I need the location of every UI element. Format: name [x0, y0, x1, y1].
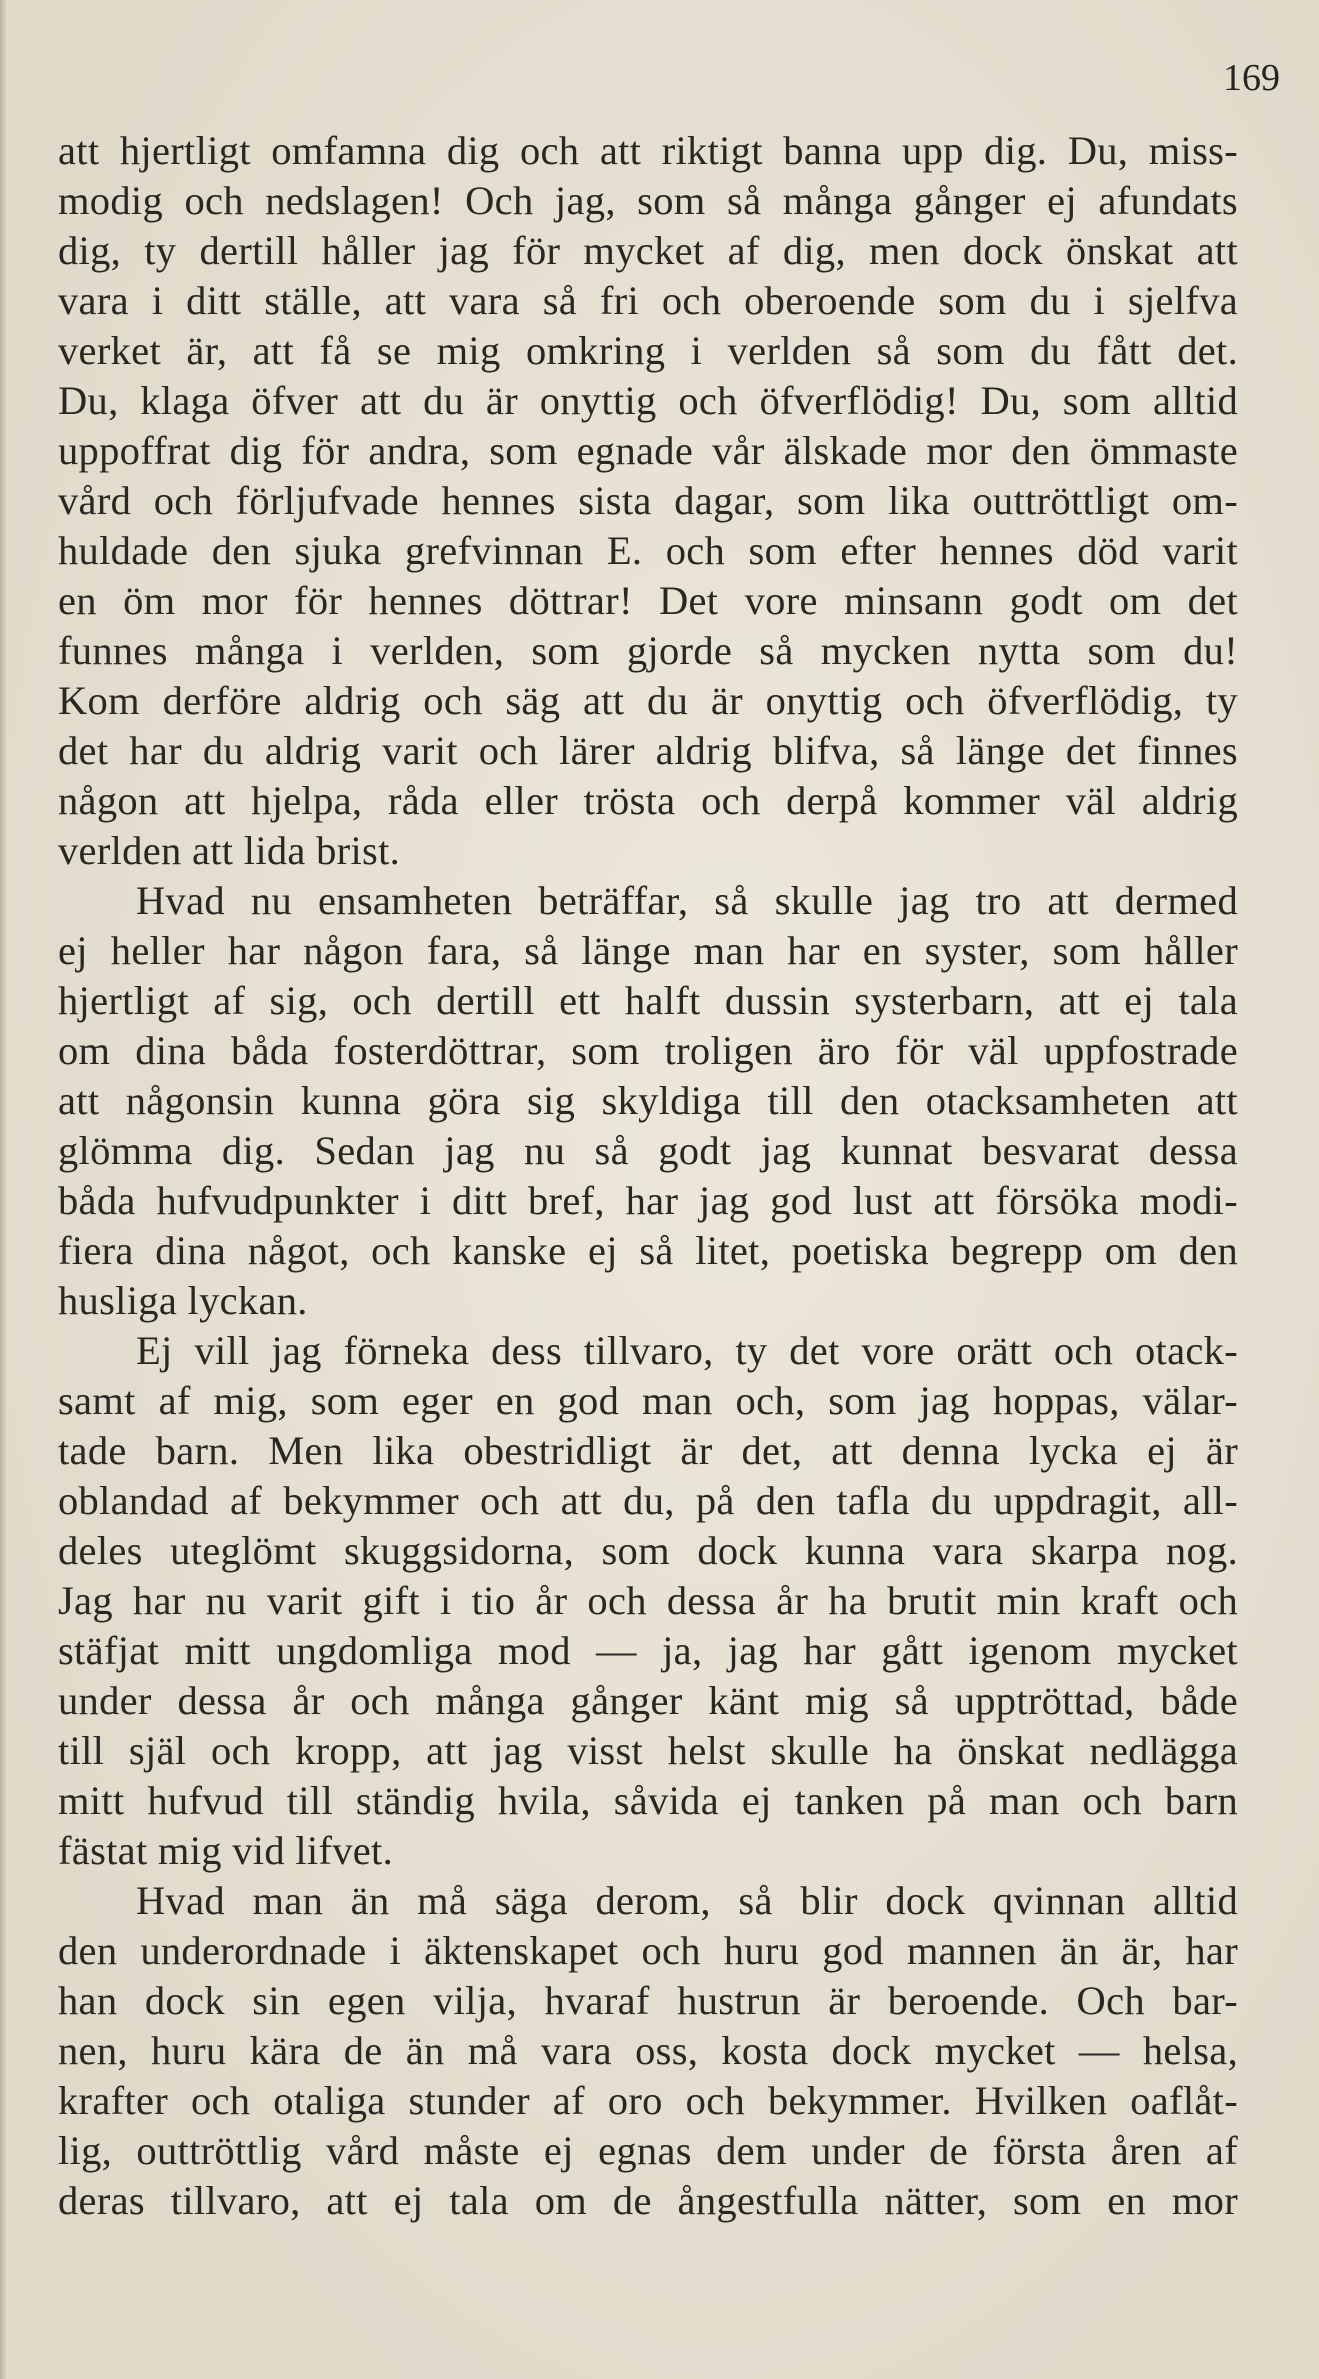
- text-line: glömma dig. Sedan jag nu så godt jag kunnat besvarat dessa: [58, 1128, 1238, 1173]
- text-line: till själ och kropp, att jag visst helst skulle ha önskat nedlägga: [58, 1728, 1238, 1773]
- text-line: deles uteglömt skuggsidorna, som dock kunna vara skarpa nog.: [58, 1528, 1238, 1573]
- text-line: fästat mig vid lifvet.: [58, 1828, 394, 1873]
- text-line: vara i ditt ställe, att vara så fri och oberoende som du i sjelfva: [58, 278, 1238, 323]
- text-line: ej heller har någon fara, så länge man har en syster, som håller: [58, 928, 1238, 973]
- text-line: husliga lyckan.: [58, 1278, 308, 1323]
- text-line: nen, huru kära de än må vara oss, kosta dock mycket — helsa,: [58, 2028, 1238, 2073]
- text-line: uppoffrat dig för andra, som egnade vår älskade mor den ömmaste: [58, 428, 1238, 473]
- text-line: någon att hjelpa, råda eller trösta och derpå kommer väl aldrig: [58, 778, 1238, 823]
- text-line: om dina båda fosterdöttrar, som troligen äro för väl uppfostrade: [58, 1028, 1238, 1073]
- text-line: dig, ty dertill håller jag för mycket af dig, men dock önskat att: [58, 228, 1238, 273]
- text-line: han dock sin egen vilja, hvaraf hustrun är beroende. Och bar-: [58, 1978, 1238, 2023]
- text-line: tade barn. Men lika obestridligt är det, att denna lycka ej är: [58, 1428, 1238, 1473]
- text-line: huldade den sjuka grefvinnan E. och som efter hennes död varit: [58, 528, 1238, 573]
- text-line: lig, outtröttlig vård måste ej egnas dem under de första åren af: [58, 2128, 1238, 2173]
- text-line: hjertligt af sig, och dertill ett halft dussin systerbarn, att ej tala: [58, 978, 1238, 1023]
- text-line: verlden att lida brist.: [58, 828, 401, 873]
- text-line: funnes många i verlden, som gjorde så mycken nytta som du!: [58, 628, 1238, 673]
- text-line: det har du aldrig varit och lärer aldrig blifva, så länge det finnes: [58, 728, 1238, 773]
- text-line: samt af mig, som eger en god man och, som jag hoppas, välar-: [58, 1378, 1238, 1423]
- text-line: fiera dina något, och kanske ej så litet, poetiska begrepp om den: [58, 1228, 1238, 1273]
- text-line: att hjertligt omfamna dig och att riktigt banna upp dig. Du, miss-: [58, 128, 1238, 173]
- text-line: Hvad man än må säga derom, så blir dock qvinnan alltid: [136, 1878, 1238, 1923]
- text-line: Hvad nu ensamheten beträffar, så skulle jag tro att dermed: [136, 878, 1238, 923]
- page-number: 169: [1223, 57, 1280, 99]
- text-line: under dessa år och många gånger känt mig så upptröttad, både: [58, 1678, 1238, 1723]
- text-line: modig och nedslagen! Och jag, som så många gånger ej afundats: [58, 178, 1238, 223]
- text-line: Jag har nu varit gift i tio år och dessa år ha brutit min kraft och: [58, 1578, 1238, 1623]
- text-line: oblandad af bekymmer och att du, på den tafla du uppdragit, all-: [58, 1478, 1238, 1523]
- text-line: att någonsin kunna göra sig skyldiga till den otacksamheten att: [58, 1078, 1238, 1123]
- text-line: deras tillvaro, att ej tala om de ångestfulla nätter, som en mor: [58, 2178, 1238, 2223]
- text-line: verket är, att få se mig omkring i verlden så som du fått det.: [58, 328, 1238, 373]
- text-line: Du, klaga öfver att du är onyttig och öfverflödig! Du, som alltid: [58, 378, 1238, 423]
- text-line: en öm mor för hennes döttrar! Det vore minsann godt om det: [58, 578, 1238, 623]
- page-spine-shadow: [0, 0, 8, 2379]
- text-line: båda hufvudpunkter i ditt bref, har jag god lust att försöka modi-: [58, 1178, 1238, 1223]
- text-line: Ej vill jag förneka dess tillvaro, ty det vore orätt och otack-: [136, 1328, 1238, 1373]
- text-line: mitt hufvud till ständig hvila, såvida ej tanken på man och barn: [58, 1778, 1238, 1823]
- text-line: den underordnade i äktenskapet och huru god mannen än är, har: [58, 1928, 1238, 1973]
- text-line: stäfjat mitt ungdomliga mod — ja, jag har gått igenom mycket: [58, 1628, 1238, 1673]
- text-line: Kom derföre aldrig och säg att du är onyttig och öfverflödig, ty: [58, 678, 1238, 723]
- body-text: [58, 126, 1238, 2226]
- text-line: vård och förljufvade hennes sista dagar, som lika outtröttligt om-: [58, 478, 1238, 523]
- text-line: krafter och otaliga stunder af oro och bekymmer. Hvilken oaflåt-: [58, 2078, 1238, 2123]
